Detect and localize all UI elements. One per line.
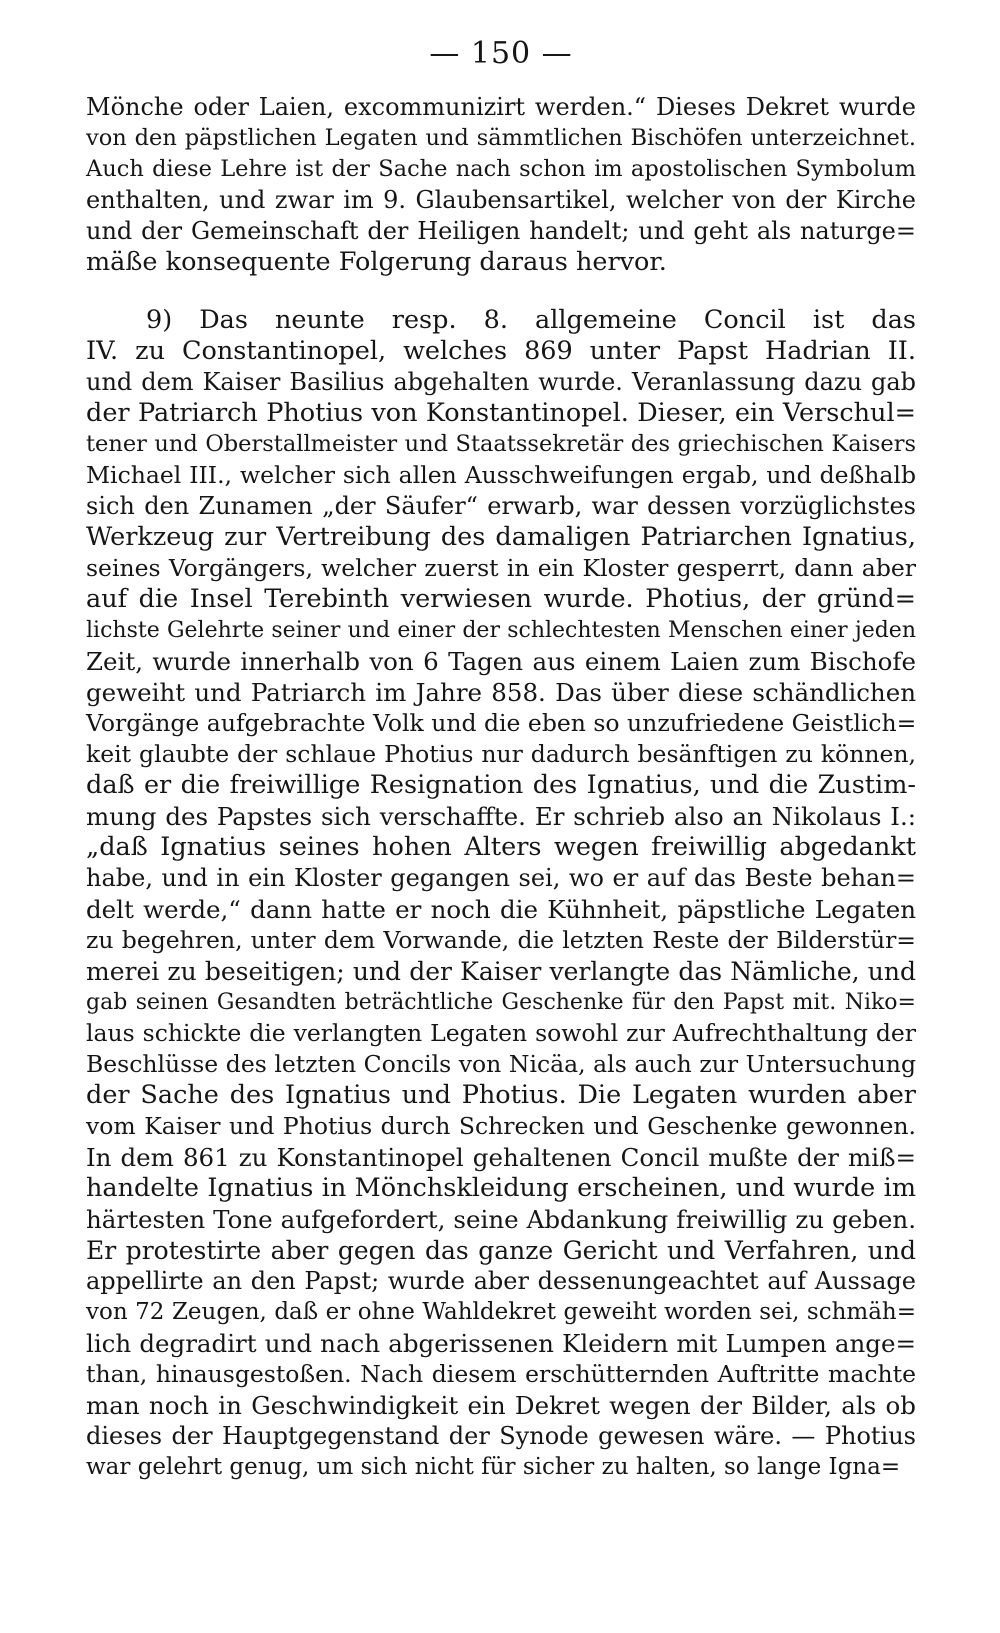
text-line: und dem Kaiser Basilius abgehalten wurde. Veranlassung dazu gab xyxy=(86,368,916,396)
text-line: keit glaubte der schlaue Photius nur dadurch besänftigen zu können, xyxy=(86,740,916,768)
text-line: Michael III., welcher sich allen Ausschweifungen ergab, und deßhalb xyxy=(86,461,916,489)
text-line: lich degradirt und nach abgerissenen Kleidern mit Lumpen ange= xyxy=(86,1329,916,1358)
text-line: handelte Ignatius in Mönchskleidung erscheinen, und wurde im xyxy=(86,1173,916,1203)
text-line: der Patriarch Photius von Konstantinopel. Dieser, ein Verschul= xyxy=(86,398,916,428)
page-number: — 150 — xyxy=(429,36,573,71)
text-line: geweiht und Patriarch im Jahre 858. Das über diese schändlichen xyxy=(86,678,916,707)
text-line: Beschlüsse des letzten Concils von Nicäa, als auch zur Untersuchung xyxy=(86,1050,916,1078)
text-line: vom Kaiser und Photius durch Schrecken und Geschenke gewonnen. xyxy=(86,1112,916,1140)
text-line: Auch diese Lehre ist der Sache nach schon im apostolischen Symbolum xyxy=(86,156,916,182)
text-line: von den päpstlichen Legaten und sämmtlichen Bischöfen unterzeichnet. xyxy=(86,125,916,151)
paragraph-gap xyxy=(86,278,916,305)
text-line: auf die Insel Terebinth verwiesen wurde. Photius, der gründ= xyxy=(86,584,916,614)
text-line: härtesten Tone aufgefordert, seine Abdankung freiwillig zu geben. xyxy=(86,1205,916,1234)
text-line: appellirte an den Papst; wurde aber dessenungeachtet auf Aussage xyxy=(86,1267,916,1295)
text-line: than, hinausgestoßen. Nach diesem erschütternden Auftritte machte xyxy=(86,1360,916,1388)
text-line: In dem 861 zu Konstantinopel gehaltenen Concil mußte der miß= xyxy=(86,1143,916,1172)
text-line: zu begehren, unter dem Vorwande, die letzten Reste der Bilderstür= xyxy=(86,926,916,954)
text-line: Er protestirte aber gegen das ganze Gericht und Verfahren, und xyxy=(86,1236,916,1265)
text-line: delt werde,“ dann hatte er noch die Kühnheit, päpstliche Legaten xyxy=(86,895,916,924)
text-line: der Sache des Ignatius und Photius. Die Legaten wurden aber xyxy=(86,1080,916,1110)
text-line: dieses der Hauptgegenstand der Synode gewesen wäre. — Photius xyxy=(86,1422,916,1450)
text-line: daß er die freiwillige Resignation des Ignatius, und die Zustim- xyxy=(86,770,916,800)
text-line: Mönche oder Laien, excommunizirt werden.“ Dieses Dekret wurde xyxy=(86,93,916,121)
text-line: „daß Ignatius seines hohen Alters wegen freiwillig abgedankt xyxy=(86,832,916,862)
paragraph-2 xyxy=(86,305,916,1483)
text-line: man noch in Geschwindigkeit ein Dekret wegen der Bilder, als ob xyxy=(86,1391,916,1420)
text-line: enthalten, und zwar im 9. Glaubensartikel, welcher von der Kirche xyxy=(86,186,916,214)
text-line: merei zu beseitigen; und der Kaiser verlangte das Nämliche, und xyxy=(86,957,916,986)
text-line: von 72 Zeugen, daß er ohne Wahldekret geweiht worden sei, schmäh= xyxy=(86,1299,916,1325)
text-line: sich den Zunamen „der Säufer“ erwarb, war dessen vorzüglichstes xyxy=(86,492,916,520)
paragraph-1 xyxy=(86,92,916,278)
text-line: Vorgänge aufgebrachte Volk und die eben so unzufriedene Geistlich= xyxy=(86,709,917,737)
text-line: war gelehrt genug, um sich nicht für sicher zu halten, so lange Igna= xyxy=(86,1454,901,1480)
text-line: mäße konsequente Folgerung daraus hervor. xyxy=(86,247,667,277)
text-line: gab seinen Gesandten beträchtliche Geschenke für den Papst mit. Niko= xyxy=(86,990,916,1015)
text-line: lichste Gelehrte seiner und einer der schlechtesten Menschen einer jeden xyxy=(86,618,916,643)
text-line: Werkzeug zur Vertreibung des damaligen Patriarchen Ignatius, xyxy=(86,522,916,552)
text-line: mung des Papstes sich verschaffte. Er schrieb also an Nikolaus I.: xyxy=(86,802,916,831)
text-line: 9) Das neunte resp. 8. allgemeine Concil ist das xyxy=(146,305,916,335)
text-line: habe, und in ein Kloster gegangen sei, wo er auf das Beste behan= xyxy=(86,864,916,892)
text-line: Zeit, wurde innerhalb von 6 Tagen aus einem Laien zum Bischofe xyxy=(86,647,916,676)
text-line: tener und Oberstallmeister und Staatssekretär des griechischen Kaisers xyxy=(86,431,916,457)
text-line: und der Gemeinschaft der Heiligen handelt; und geht als naturge= xyxy=(86,217,916,245)
text-line: IV. zu Constantinopel, welches 869 unter Papst Hadrian II. xyxy=(86,336,916,366)
text-line: seines Vorgängers, welcher zuerst in ein Kloster gesperrt, dann aber xyxy=(86,554,916,582)
text-line: laus schickte die verlangten Legaten sowohl zur Aufrechthaltung der xyxy=(86,1019,916,1047)
